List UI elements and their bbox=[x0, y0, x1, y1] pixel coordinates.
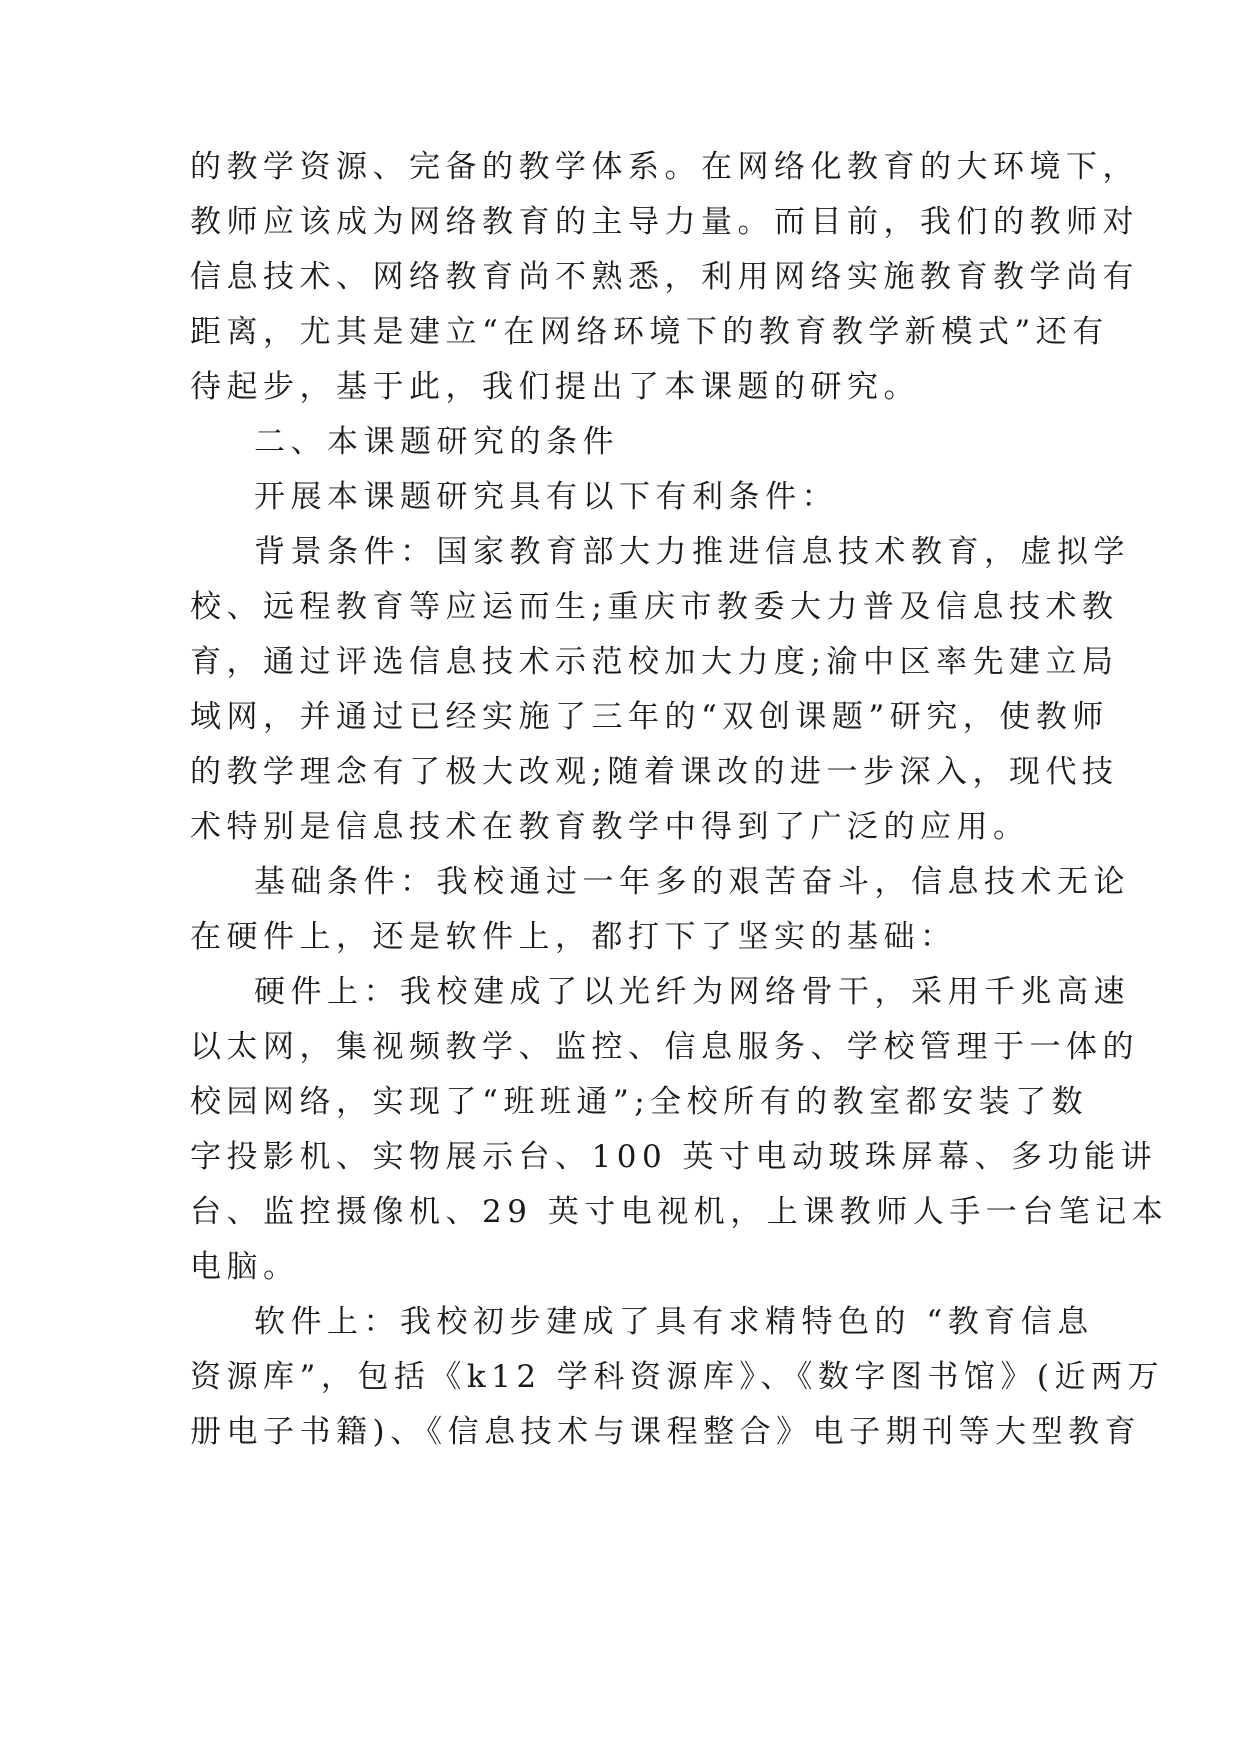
text-line: 术特别是信息技术在教育教学中得到了广泛的应用。 bbox=[190, 809, 1030, 845]
text-line: 校、远程教育等应运而生;重庆市教委大力普及信息技术教 bbox=[190, 589, 1119, 625]
section-heading: 二、本课题研究的条件 bbox=[254, 424, 619, 460]
text-line: 册电子书籍)、《信息技术与课程整合》电子期刊等大型教育 bbox=[190, 1414, 1142, 1450]
paragraph-start: 背景条件：国家教育部大力推进信息技术教育，虚拟学 bbox=[254, 534, 1130, 570]
text-line: 台、监控摄像机、29 英寸电视机，上课教师人手一台笔记本 bbox=[190, 1194, 1169, 1230]
text-line: 待起步，基于此，我们提出了本课题的研究。 bbox=[190, 369, 920, 405]
text-line: 以太网，集视频教学、监控、信息服务、学校管理于一体的 bbox=[190, 1029, 1139, 1065]
text-line: 的教学资源、完备的教学体系。在网络化教育的大环境下， bbox=[190, 149, 1139, 185]
text-line: 字投影机、实物展示台、100 英寸电动玻珠屏幕、多功能讲 bbox=[190, 1139, 1158, 1175]
paragraph-start: 开展本课题研究具有以下有利条件： bbox=[254, 479, 838, 515]
text-line: 电脑。 bbox=[190, 1249, 300, 1285]
text-line: 校园网络，实现了“班班通”;全校所有的教室都安装了数 bbox=[190, 1084, 1089, 1120]
text-line: 资源库”，包括《k12 学科资源库》、《数字图书馆》(近两万 bbox=[190, 1359, 1165, 1395]
paragraph-start: 基础条件：我校通过一年多的艰苦奋斗，信息技术无论 bbox=[254, 864, 1130, 900]
text-line: 域网，并通过已经实施了三年的“双创课题”研究，使教师 bbox=[190, 699, 1109, 735]
paragraph-start: 硬件上：我校建成了以光纤为网络骨干，采用千兆高速 bbox=[254, 974, 1130, 1010]
text-line: 的教学理念有了极大改观;随着课改的进一步深入，现代技 bbox=[190, 754, 1119, 790]
text-line: 在硬件上，还是软件上，都打下了坚实的基础： bbox=[190, 919, 957, 955]
text-line: 信息技术、网络教育尚不熟悉，利用网络实施教育教学尚有 bbox=[190, 259, 1139, 295]
text-line: 教师应该成为网络教育的主导力量。而目前，我们的教师对 bbox=[190, 204, 1139, 240]
paragraph-start: 软件上：我校初步建成了具有求精特色的 “教育信息 bbox=[254, 1304, 1094, 1340]
text-line: 距离，尤其是建立“在网络环境下的教育教学新模式”还有 bbox=[190, 314, 1109, 350]
text-line: 育，通过评选信息技术示范校加大力度;渝中区率先建立局 bbox=[190, 644, 1119, 680]
